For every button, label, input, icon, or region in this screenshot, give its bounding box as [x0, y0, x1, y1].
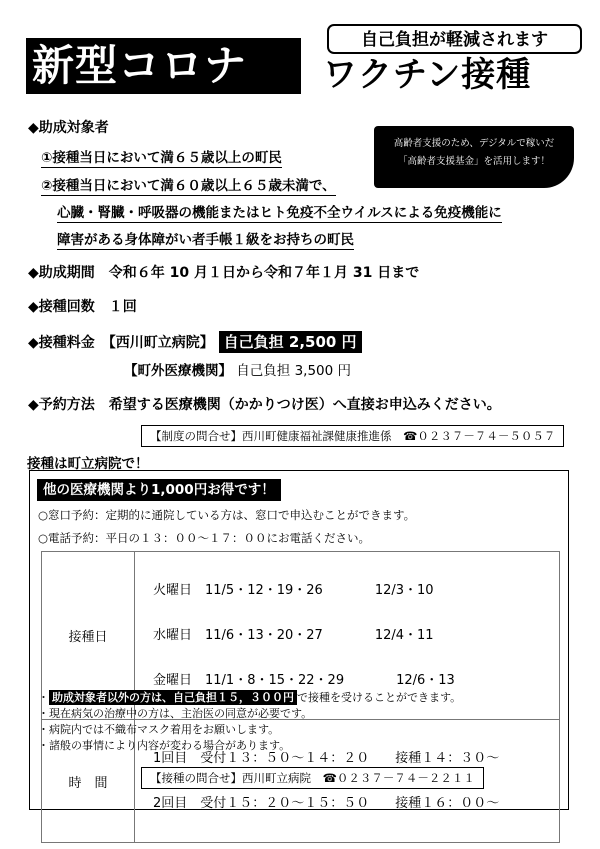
fee-other-row	[124, 362, 351, 380]
count-row	[28, 298, 137, 316]
eligibility-item-2-line-3: 障害がある身体障がい者手帳１級をお持ちの町民	[57, 232, 354, 248]
count-heading: ◆接種回数	[28, 299, 95, 315]
fee-town-value: 自己負担 2,500 円	[219, 331, 362, 353]
notes-list	[38, 690, 461, 754]
note-changes: ・諸般の事情により内容が変わる場合があります。	[38, 739, 291, 752]
title-vaccination: ワクチン接種	[323, 55, 532, 95]
date-line-wednesday: 水曜日 11/6・13・20・27 12/4・11	[153, 628, 434, 643]
note-non-eligible	[38, 690, 461, 706]
date-line-friday: 金曜日 11/1・8・15・22・29 12/6・13	[153, 673, 455, 688]
time-label: 時 間	[42, 720, 135, 843]
note-treatment: ・現在病気の治療中の方は、主治医の同意が必要です。	[38, 707, 313, 720]
reservation-row	[28, 396, 501, 414]
fee-heading: ◆接種料金	[28, 335, 95, 351]
eligibility-item-2-line-1: ②接種当日において満６０歳以上６５歳未満で、	[41, 178, 336, 194]
discount-highlight: 他の医療機関より1,000円お得です！	[37, 479, 281, 501]
vaccination-contact: 【接種の問合せ】西川町立病院 ☎０２３７－７４－２２１１	[141, 767, 484, 789]
period-row	[28, 264, 419, 282]
reservation-value: 希望する医療機関（かかりつけ医）へ直接お申込みください。	[108, 397, 501, 413]
time-line-2: 2回目 受付１５：２０～１５：５０ 接種１６：００～	[153, 796, 500, 811]
support-fund-banner	[374, 126, 574, 188]
banner-line-1: 高齢者支援のため、デジタルで稼いだ	[393, 138, 555, 149]
hospital-subtitle: 接種は町立病院で！	[27, 456, 149, 472]
period-value: 令和６年 10 月１日から令和７年１月 31 日まで	[108, 265, 420, 281]
subtitle-badge: 自己負担が軽減されます	[327, 24, 582, 54]
fee-town-label: 【西川町立病院】	[108, 335, 214, 351]
date-label: 接種日	[42, 552, 135, 720]
eligibility-heading: ◆助成対象者	[28, 120, 109, 136]
fee-other-value: 自己負担 3,500 円	[236, 363, 352, 379]
period-heading: ◆助成期間	[28, 265, 95, 281]
phone-reservation-note: ○電話予約：平日の１３：００～１７：００にお電話ください。	[38, 531, 371, 545]
note-bullet: ・	[38, 691, 49, 704]
discount-highlight-wrap	[37, 478, 281, 498]
non-eligible-suffix: で接種を受けることができます。	[297, 691, 462, 704]
non-eligible-highlight: 助成対象者以外の方は、自己負担１５，３００円	[49, 690, 297, 705]
system-contact: 【制度の問合せ】西川町健康福祉課健康推進係 ☎０２３７－７４－５０５７	[141, 425, 564, 447]
eligibility-item-2-line-2: 心臓・腎臓・呼吸器の機能またはヒト免疫不全ウイルスによる免疫機能に	[57, 205, 502, 221]
window-reservation-note: ○窓口予約：定期的に通院している方は、窓口で申込むことができます。	[38, 508, 416, 522]
fee-other-label: 【町外医療機関】	[124, 363, 232, 379]
count-value: １回	[108, 299, 137, 315]
reservation-heading: ◆予約方法	[28, 397, 95, 413]
note-mask: ・病院内では不織布マスク着用をお願いします。	[38, 723, 280, 736]
time-line-1: 1回目 受付１３：５０～１４：２０ 接種１４：３０～	[153, 751, 500, 766]
date-line-tuesday: 火曜日 11/5・12・19・26 12/3・10	[153, 583, 434, 598]
main-title: 新型コロナ	[26, 38, 301, 94]
fee-row	[28, 333, 362, 352]
eligibility-item-1: ①接種当日において満６５歳以上の町民	[41, 150, 282, 166]
banner-line-2: 「高齢者支援基金」を活用します！	[397, 156, 550, 167]
